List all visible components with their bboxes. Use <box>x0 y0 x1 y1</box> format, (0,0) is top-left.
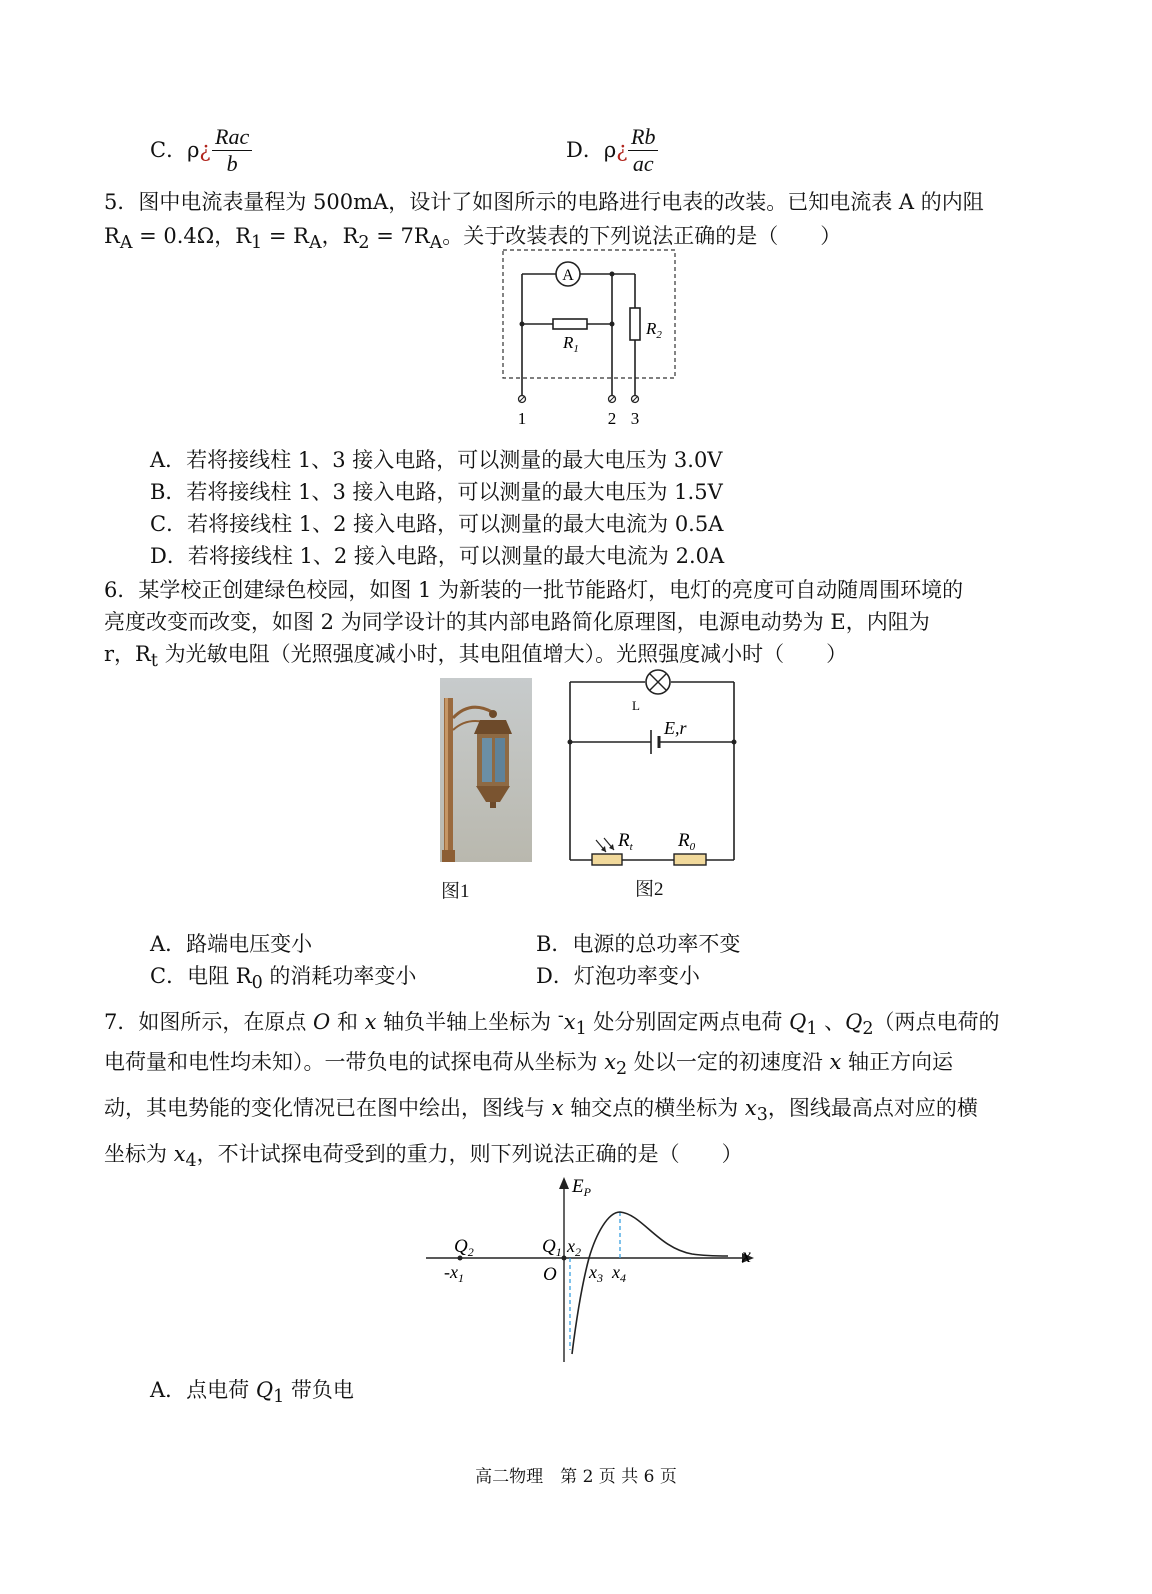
q4-option-c-numerator: Rac <box>212 124 252 151</box>
junction-left <box>520 322 525 327</box>
x4-label: $x_4$ <box>612 1262 626 1285</box>
q4-option-c-mark: ¿ <box>199 138 211 162</box>
q7-stem-line1: 7．如图所示，在原点 O 和 x 轴负半轴上坐标为 $^-x_1$ 处分别固定两点电荷 $Q_1$ 、$Q_2$（两点电荷的 <box>104 1006 1000 1040</box>
q4-option-d-numerator: Rb <box>628 124 658 151</box>
q5-option-a: A．若将接线柱 1、3 接入电路，可以测量的最大电压为 3.0V <box>150 448 723 472</box>
q4-option-d <box>566 134 627 166</box>
q5-stem-line1: 5．图中电流表量程为 500mA，设计了如图所示的电路进行电表的改装。已知电流表 A 的内阻 <box>104 190 984 214</box>
q6-option-a: A．路端电压变小 <box>150 932 313 956</box>
q4-option-d-fraction <box>628 124 658 177</box>
q4-option-c-fraction <box>212 124 252 177</box>
ammeter-label: A <box>562 267 574 284</box>
potential-energy-graph <box>420 1172 760 1364</box>
q6-stem-line1: 6．某学校正创建绿色校园，如图 1 为新装的一批节能路灯，电灯的亮度可自动随周围环境的 <box>104 578 964 602</box>
r0-resistor <box>674 854 706 865</box>
y-axis-label: $E_P$ <box>572 1176 591 1199</box>
r2-resistor <box>630 308 640 340</box>
charge-q1-dot <box>562 1256 567 1261</box>
q7-stem-line2: 电荷量和电性均未知）。一带负电的试探电荷从坐标为 $x_2$ 处以一定的初速度沿 x 轴正方向运 <box>104 1050 954 1080</box>
q6-stem-line2: 亮度改变而改变，如图 2 为同学设计的其内部电路简化原理图，电源电动势为 E，内阻为 <box>104 610 930 634</box>
figure-1-caption: 图1 <box>441 881 470 902</box>
q6-option-b: B．电源的总功率不变 <box>536 932 741 956</box>
q5-stem-line2: $R_A = 0.4\Omega$，$R_1 = R_A$，$R_2 = 7R_A$。关于改装表的下列说法正确的是（ ） <box>104 224 842 254</box>
q7-option-a: A．点电荷 $Q_1$ 带负电 <box>150 1378 354 1408</box>
q7-stem-line4: 坐标为 $x_4$，不计试探电荷受到的重力，则下列说法正确的是（ ） <box>104 1142 743 1172</box>
q4-option-d-denominator: ac <box>632 151 654 176</box>
q5-option-d: D．若将接线柱 1、2 接入电路，可以测量的最大电流为 2.0A <box>150 544 725 568</box>
q4-option-c <box>150 134 211 166</box>
neg-x1-label: $-x_1$ <box>444 1262 464 1285</box>
terminal-1-label: 1 <box>517 409 527 428</box>
q5-meter-circuit-diagram <box>495 246 685 432</box>
origin-label: O <box>543 1264 557 1285</box>
q4-option-c-label: C．ρ <box>150 138 200 162</box>
potential-energy-curve <box>572 1212 728 1354</box>
q5-option-c: C．若将接线柱 1、2 接入电路，可以测量的最大电流为 0.5A <box>150 512 724 536</box>
photoresistor <box>592 854 622 865</box>
x3-label: $x_3$ <box>589 1262 603 1285</box>
terminal-3-label: 3 <box>630 409 640 428</box>
x-axis-label: x <box>742 1245 751 1267</box>
q1-label: $Q_1$ <box>542 1236 562 1259</box>
q6-option-c: C．电阻 $R_0$ 的消耗功率变小 <box>150 964 417 994</box>
street-lamp-photo <box>440 678 532 862</box>
light-control-circuit <box>560 666 750 866</box>
r0-label: $R_0$ <box>678 830 696 853</box>
junction-top <box>610 272 615 277</box>
y-axis-arrow-icon <box>559 1177 569 1189</box>
q4-option-c-denominator: b <box>226 151 238 176</box>
q4-option-d-label: D．ρ <box>566 138 617 162</box>
q4-option-d-mark: ¿ <box>616 138 628 162</box>
terminal-2-label: 2 <box>607 409 617 428</box>
q6-stem-line3: r，$R_t$ 为光敏电阻（光照强度减小时，其电阻值增大）。光照强度减小时（ ） <box>104 642 848 672</box>
r1-label: $R_1$ <box>563 333 579 355</box>
figure-2-caption: 图2 <box>635 879 664 900</box>
q6-option-d: D．灯泡功率变小 <box>536 964 700 988</box>
rt-label: $R_t$ <box>618 830 633 853</box>
dashed-enclosure <box>503 250 675 378</box>
q2-label: $Q_2$ <box>454 1236 474 1259</box>
q7-stem-line3: 动，其电势能的变化情况已在图中绘出，图线与 x 轴交点的横坐标为 $x_3$，图线最高点对应的横 <box>104 1096 978 1126</box>
x2-label: $x_2$ <box>567 1236 581 1259</box>
lamp-label: L <box>632 698 640 713</box>
q5-option-b: B．若将接线柱 1、3 接入电路，可以测量的最大电压为 1.5V <box>150 480 723 504</box>
battery-label: E,r <box>664 718 687 738</box>
page-footer: 高二物理 第 2 页 共 6 页 <box>475 1467 677 1487</box>
r2-label: $R_2$ <box>646 319 662 341</box>
r1-resistor <box>553 319 587 329</box>
